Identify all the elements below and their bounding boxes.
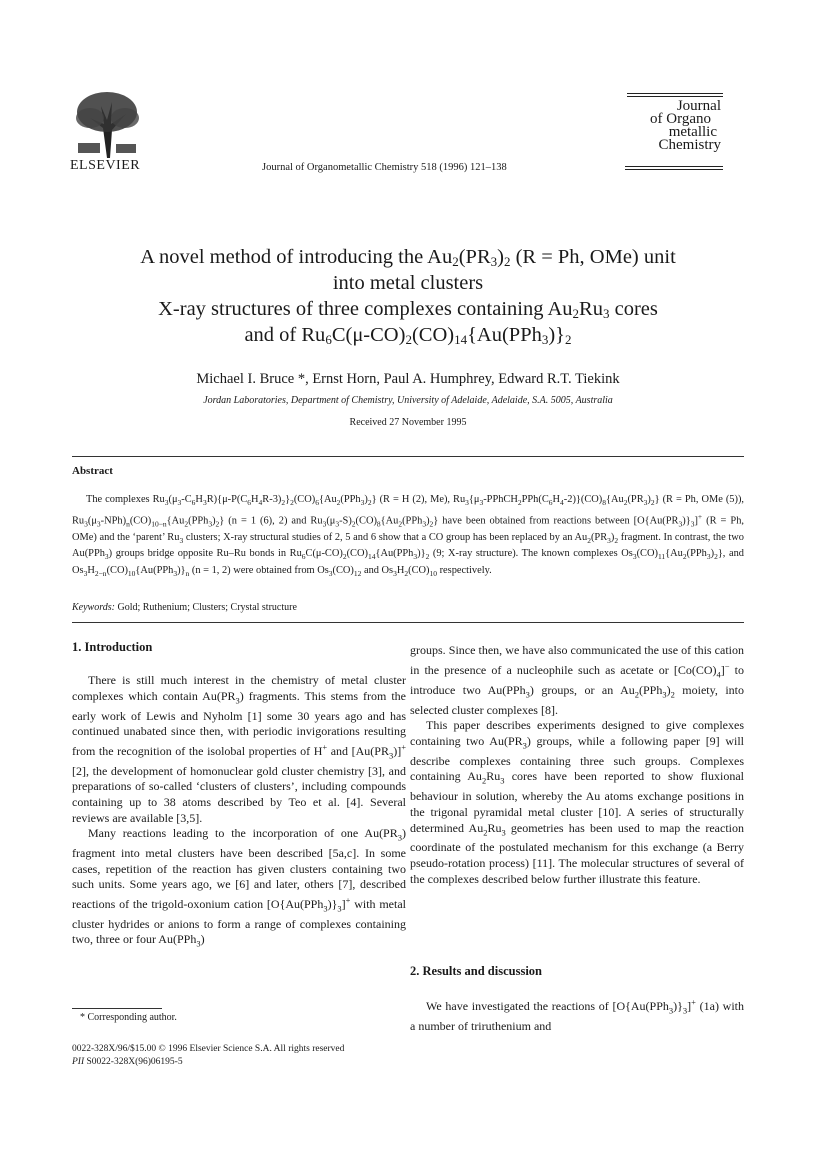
journal-logo-line: metallic	[668, 124, 717, 140]
keywords-text: Gold; Ruthenium; Clusters; Crystal structure	[117, 602, 297, 613]
section-heading-introduction: 1. Introduction	[72, 640, 153, 654]
journal-logo-line: Journal	[676, 98, 721, 114]
rule	[627, 96, 723, 97]
rule	[72, 622, 744, 623]
paragraph: This paper describes experiments designed to give complexes containing two $Au(PR_3)$ groups, while a following paper [9] will describe complexes containing three such groups. Complexes containing $Au_2Ru_3$ cores have been reported to show fluxional behaviour in solution, whereby the Au atoms exchange positions in the trigonal pyramidal metal cluster [10]. A series of structurally determined $Au_2Ru_3$ geometries has been used to map the reaction coordinate of the postulated mechanism for this exchange (a Berry pseudo-rotation process) [11]. The molecular structures of several of the complexes described below further illustrate this feature.	[410, 718, 745, 886]
title-line-4: and of $Ru_6C(\mu-CO)_2(CO)_{14}\{Au(PPh_3)\}_2$	[244, 324, 572, 347]
rule	[625, 169, 723, 170]
section-heading-results: 2. Results and discussion	[410, 964, 542, 978]
publisher-name: ELSEVIER	[70, 158, 141, 173]
footnote-rule	[72, 1008, 162, 1009]
pii-line	[72, 1057, 183, 1067]
pii-label: PII	[72, 1057, 85, 1067]
paragraph: We have investigated the reactions of $[O\{Au(PPh_3)\}_3]^+$ (1a) with a number of triruthenium and	[410, 997, 744, 1033]
title-line-3: X-ray structures of three complexes containing $Au_2Ru_3$ cores	[158, 298, 658, 321]
copyright-line: 0022-328X/96/$15.00 © 1996 Elsevier Science S.A. All rights reserved	[72, 1044, 345, 1054]
journal-logo	[650, 100, 721, 152]
keywords-label: Keywords:	[72, 602, 115, 613]
title-line-1: A novel method of introducing the $Au_2(PR_3)_2$ (R = Ph, OMe) unit	[140, 246, 676, 269]
title-line-2: into metal clusters	[332, 272, 484, 294]
body-column-left	[72, 673, 406, 952]
journal-logo-line: Chemistry	[658, 137, 721, 153]
pii-value: S0022-328X(96)06195-5	[86, 1057, 183, 1067]
journal-logo-line: of Organo	[650, 111, 711, 127]
body-column-right	[410, 643, 744, 887]
rule	[625, 166, 723, 167]
abstract-heading: Abstract	[72, 465, 113, 477]
footnote: * Corresponding author.	[80, 1012, 177, 1023]
body-column-right-continued	[410, 995, 744, 1035]
received-date: Received 27 November 1995	[349, 417, 467, 428]
paragraph: There is still much interest in the chemistry of metal cluster complexes which contain $Au(PR_3)$ fragments. This stems from the early work of Lewis and Nyholm [1] some 30 years ago and has continued unabated since then, with periodic invigorations resulting from the recognition of the isolobal properties of H+ and $[Au(PR_3)]^+$ [2], the development of homonuclear gold cluster chemistry [3], and preparations of so-called ‘clusters of clusters’, including compounds containing up to 38 atoms described by Teo et al. [4]. Several reviews are available [3,5].	[72, 673, 407, 825]
paragraph: Many reactions leading to the incorporation of one $Au(PR_3)$ fragment into metal clusters have been described [5a,c]. In some cases, repetition of the reaction has given clusters containing two such units. Some years ago, we [6] and later, others [7], described reactions of the trigold-oxonium cation $[O\{Au(PPh_3)\}_3]^+$ with metal cluster hydrides or anions to form a range of complexes containing two, three or four Au(PPh$_3$)	[72, 826, 406, 949]
rule	[627, 93, 723, 94]
paragraph: groups. Since then, we have also communicated the use of this cation in the presence of a nucleophile such as acetate or $[Co(CO)_4]^-$ to introduce two Au(PPh$_3$) groups, or an $Au_2(PPh_3)_2$ moiety, into selected cluster complexes [8].	[410, 643, 744, 717]
authors: Michael I. Bruce *, Ernst Horn, Paul A. Humphrey, Edward R.T. Tiekink	[196, 371, 620, 387]
keywords	[72, 602, 297, 613]
affiliation: Jordan Laboratories, Department of Chemistry, University of Adelaide, Adelaide, S.A. 5005, Australia	[203, 395, 613, 406]
journal-citation: Journal of Organometallic Chemistry 518 (1996) 121–138	[262, 162, 507, 173]
abstract-text: The complexes $Ru_3(\mu_3-C_6H_3R)\{\mu-P(C_6H_4R-3)_2\}_2(CO)_6\{Au_2(PPh_3)_2\} (R = H$ (2), Me), $Ru_3\{\mu_3-PPhCH_2PPh(C_6H_4-2)\}(CO)_8\{Au_2(PR_3)_2\} (R = Ph$, OMe (5)), $Ru_3(\mu_3-NPh)_n(CO)_{10-n}\{Au_2(PPh_3)_2\} (n = 1$ (6), 2) and $Ru_3(\mu_3-S)_2(CO)_8\{Au_2(PPh_3)_2\}$ have been obtained from reactions between $[O\{Au(PR_3)\}_3]^+$ (R = Ph, OMe) and the ‘parent’ $Ru_3$ clusters; X-ray structural studies of 2, 5 and 6 show that a CO group has been replaced by an $Au_2(PR_3)_2$ fragment. In contrast, the two Au(PPh$_3$) groups bridge opposite Ru–Ru bonds in $Ru_6C(\mu-CO)_2(CO)_{14}\{Au(PPh_3)\}_2$ (9; X-ray structure). The known complexes $Os_3(CO)_{11}\{Au_2(PPh_3)_2\}$, and $Os_3H_{2-n}(CO)_{10}\{Au(PPh_3)\}_n$ (n = 1, 2) were obtained from $Os_3(CO)_{12}$ and $Os_3H_2(CO)_{10}$ respectively.	[72, 494, 744, 579]
paper-title	[60, 244, 756, 348]
rule	[72, 456, 744, 457]
elsevier-tree-logo	[70, 88, 144, 158]
